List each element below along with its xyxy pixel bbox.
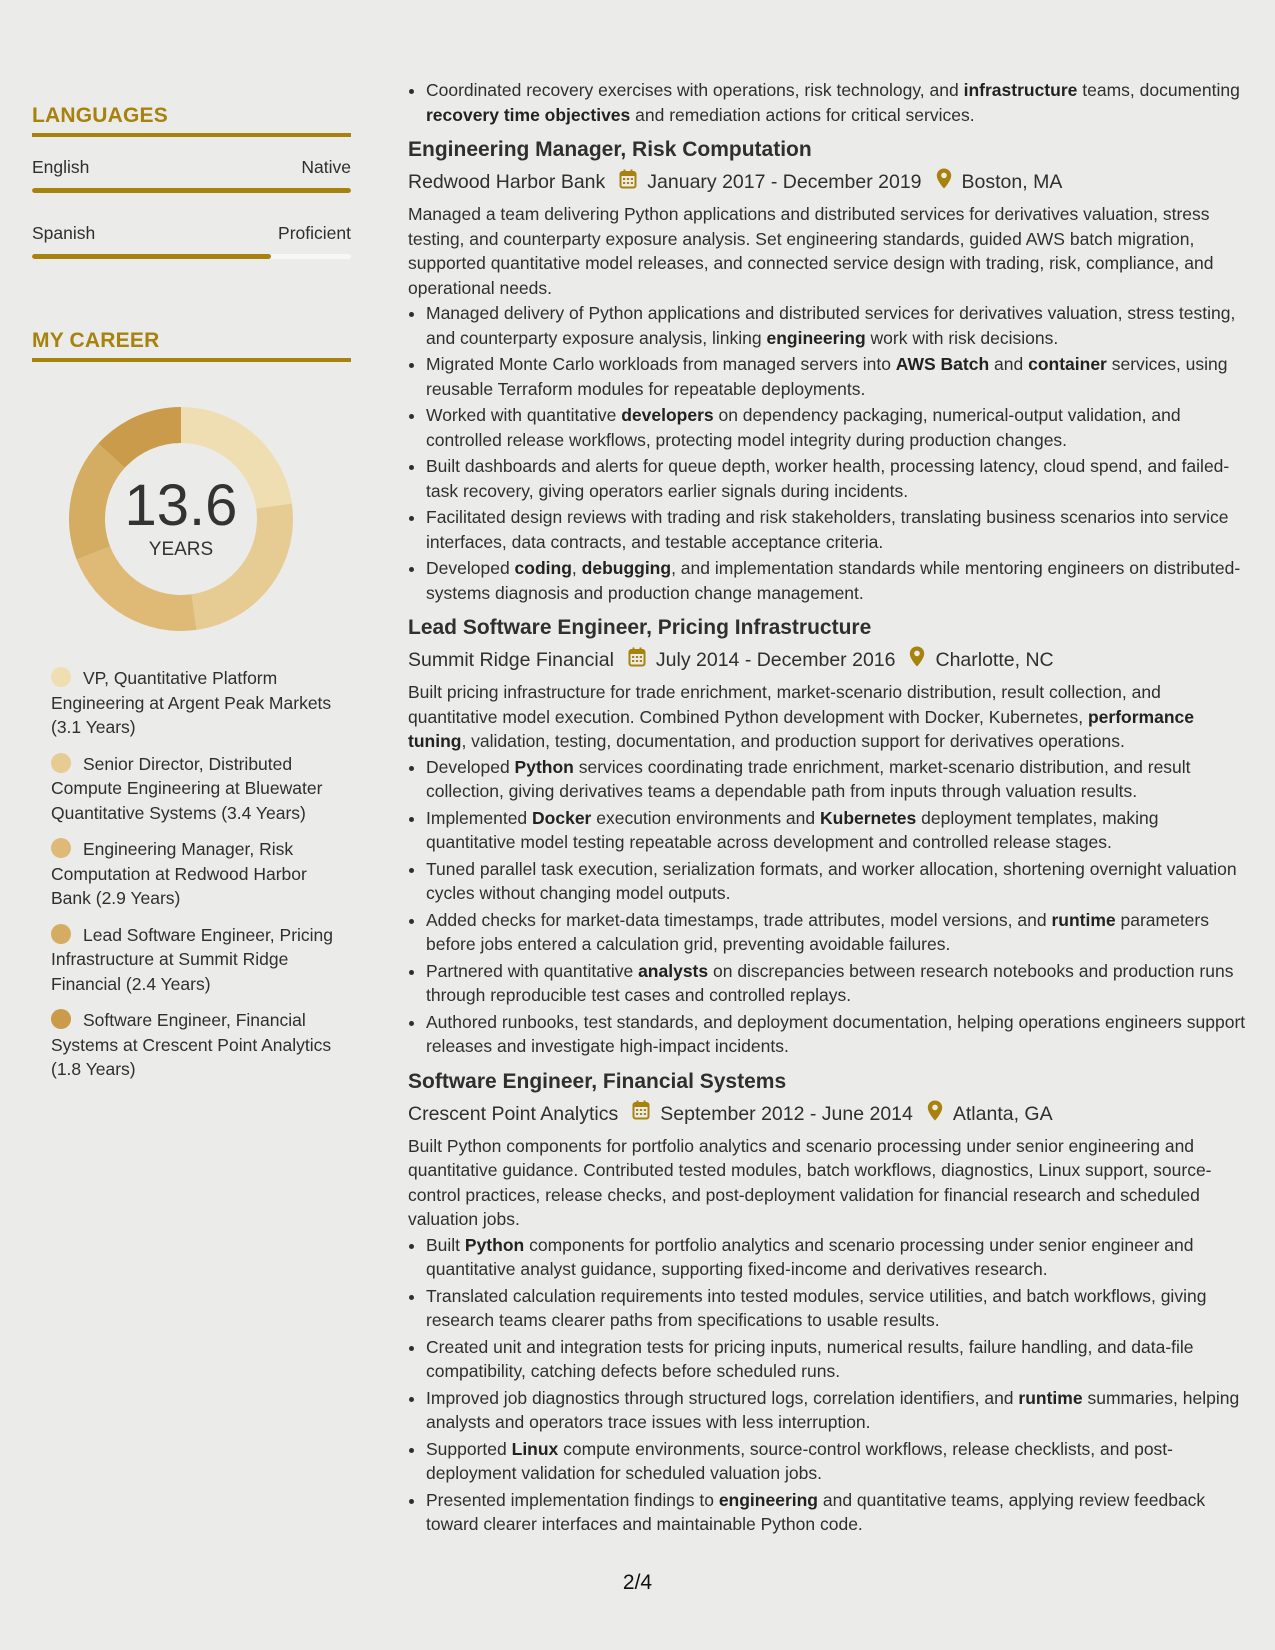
achievement-bullet: • Supported Linux compute environments, source-control workflows, release checklists, and post-deployment validation for scheduled valuation jobs. xyxy=(426,1437,1246,1486)
job-bullets xyxy=(408,755,1246,1059)
job-dates: September 2012 - June 2014 xyxy=(660,1102,913,1125)
job-location: Boston, MA xyxy=(961,171,1063,193)
languages-title: LANGUAGES xyxy=(32,104,351,137)
job-description: Built Python components for portfolio analytics and scenario processing under senior engineering and quantitative guidance. Contributed tested modules, batch workflows, diagnostics, Linux support, source-control practices, release checks, and post-deployment validation for financial research and scheduled valuation jobs. xyxy=(408,1135,1212,1229)
language-proficiency-fill xyxy=(32,188,351,193)
job-entry xyxy=(408,1069,1246,1537)
achievement-bullet: • Worked with quantitative developers on dependency packaging, numerical-output validation, and controlled release workflows, protecting model integrity during production changes. xyxy=(426,403,1246,452)
job-title: Lead Software Engineer, Pricing Infrastructure xyxy=(408,616,872,639)
language-level: Proficient xyxy=(278,223,351,243)
legend-dot-icon xyxy=(51,667,71,687)
job-location: Charlotte, NC xyxy=(935,649,1054,671)
language-row xyxy=(32,223,351,244)
career-donut-chart xyxy=(66,404,296,634)
language-proficiency-fill xyxy=(32,254,271,259)
career-role-label: Senior Director, Distributed Compute Engineering at Bluewater Quantitative Systems (3.4 Years) xyxy=(51,753,323,823)
achievement-bullet: • Migrated Monte Carlo workloads from managed servers into AWS Batch and container services, using reusable Terraform modules for repeatable deployments. xyxy=(426,352,1246,401)
career-legend-item xyxy=(51,752,351,826)
job-dates: July 2014 - December 2016 xyxy=(655,649,896,671)
achievement-bullet: • Built dashboards and alerts for queue depth, worker health, processing latency, cloud spend, and failed-task recovery, giving operators earlier signals during incidents. xyxy=(426,454,1246,503)
calendar-icon xyxy=(632,1100,650,1127)
job-location: Atlanta, GA xyxy=(952,1102,1053,1125)
career-section xyxy=(32,329,351,1082)
language-item xyxy=(32,157,351,193)
achievement-bullet: • Added checks for market-data timestamps, trade attributes, model versions, and runtime parameters before jobs entered a calculation grid, preventing avoidable failures. xyxy=(426,908,1246,957)
location-pin-icon xyxy=(936,168,952,196)
achievement-bullet: • Created unit and integration tests for pricing inputs, numerical results, failure handling, and data-file compatibility, catching defects before scheduled runs. xyxy=(426,1335,1246,1384)
job-company: Redwood Harbor Bank xyxy=(408,171,606,193)
achievement-bullet: • Tuned parallel task execution, serialization formats, and worker allocation, shortening overnight valuation cycles without changing model outputs. xyxy=(426,857,1246,906)
career-role-label: Engineering Manager, Risk Computation at Redwood Harbor Bank (2.9 Years) xyxy=(51,839,307,908)
career-role-label: Software Engineer, Financial Systems at Crescent Point Analytics (1.8 Years) xyxy=(51,1010,332,1079)
legend-dot-icon xyxy=(51,753,71,773)
achievement-bullet: • Improved job diagnostics through structured logs, correlation identifiers, and runtime summaries, helping analysts and operators trace issues with less interruption. xyxy=(426,1386,1246,1435)
language-proficiency-bar xyxy=(32,254,351,259)
job-description: Built pricing infrastructure for trade enrichment, market-scenario distribution, result collection, and quantitative model execution. Combined Python development with Docker, Kubernetes, performance tuning, validation, testing, documentation, and production support for derivatives operations. xyxy=(408,682,1194,751)
job-company: Summit Ridge Financial xyxy=(408,649,614,671)
language-row xyxy=(32,157,351,178)
sidebar xyxy=(32,104,351,1094)
career-legend xyxy=(51,666,351,1082)
legend-dot-icon xyxy=(51,838,71,858)
language-level: Native xyxy=(301,157,351,177)
job-bullets xyxy=(408,301,1246,605)
job-meta xyxy=(408,168,1246,196)
achievement-bullet: • Presented implementation findings to engineering and quantitative teams, applying review feedback toward clearer interfaces and maintainable Python code. xyxy=(426,1488,1246,1537)
career-years-unit: YEARS xyxy=(148,539,214,560)
calendar-icon xyxy=(628,647,646,674)
achievement-bullet: • Managed delivery of Python applications and distributed services for derivatives valuation, stress testing, and counterparty exposure analysis, linking engineering work with risk decisions. xyxy=(426,301,1246,350)
language-proficiency-bar xyxy=(32,188,351,193)
page-number: 2/4 xyxy=(622,1571,653,1594)
achievement-bullet: • Coordinated recovery exercises with operations, risk technology, and infrastructure teams, documenting recovery time objectives and remediation actions for critical services. xyxy=(426,78,1246,127)
career-legend-item xyxy=(51,837,351,911)
achievement-bullet: • Developed coding, debugging, and implementation standards while mentoring engineers on distributed-systems diagnosis and production change management. xyxy=(426,556,1246,605)
legend-dot-icon xyxy=(51,924,71,944)
career-role-label: VP, Quantitative Platform Engineering at Argent Peak Markets (3.1 Years) xyxy=(51,668,332,737)
achievement-bullet: • Facilitated design reviews with trading and risk stakeholders, translating business scenarios into service interfaces, data contracts, and testable acceptance criteria. xyxy=(426,505,1246,554)
location-pin-icon xyxy=(909,646,925,674)
career-legend-item xyxy=(51,666,351,740)
job-company: Crescent Point Analytics xyxy=(408,1102,619,1125)
experience-column xyxy=(408,78,1246,1539)
languages-section xyxy=(32,104,351,259)
achievement-bullet: • Developed Python services coordinating trade enrichment, market-scenario distribution, and result collection, giving derivatives teams a dependable path from inputs through valuation results. xyxy=(426,755,1246,804)
career-total-years: 13.6 xyxy=(124,473,238,538)
job-title: Software Engineer, Financial Systems xyxy=(408,1069,787,1093)
language-name: Spanish xyxy=(32,223,96,243)
location-pin-icon xyxy=(927,1100,943,1128)
achievement-bullet: • Built Python components for portfolio analytics and scenario processing under senior engineer and quantitative analyst guidance, supporting fixed-income and derivatives research. xyxy=(426,1233,1246,1282)
career-legend-item xyxy=(51,923,351,997)
achievement-bullet: • Implemented Docker execution environments and Kubernetes deployment templates, making quantitative model testing repeatable across development and controlled release stages. xyxy=(426,806,1246,855)
achievement-bullet: • Authored runbooks, test standards, and deployment documentation, helping operations engineers support releases and investigate high-impact incidents. xyxy=(426,1010,1246,1059)
achievement-bullet: • Partnered with quantitative analysts on discrepancies between research notebooks and production runs through reproducible test cases and controlled replays. xyxy=(426,959,1246,1008)
job-entry xyxy=(408,137,1246,605)
jobs-list xyxy=(408,137,1246,1537)
job-entry xyxy=(408,615,1246,1059)
career-title: MY CAREER xyxy=(32,329,351,362)
language-name: English xyxy=(32,157,90,177)
legend-dot-icon xyxy=(51,1009,71,1029)
job-meta xyxy=(408,646,1246,674)
job-meta xyxy=(408,1100,1246,1128)
previous-job-bullets xyxy=(408,78,1246,127)
career-legend-item xyxy=(51,1008,351,1082)
calendar-icon xyxy=(619,169,637,196)
career-role-label: Lead Software Engineer, Pricing Infrastructure at Summit Ridge Financial (2.4 Years) xyxy=(51,924,334,994)
donut-center xyxy=(66,404,296,634)
job-title: Engineering Manager, Risk Computation xyxy=(408,138,812,161)
job-bullets xyxy=(408,1233,1246,1537)
job-description: Managed a team delivering Python applications and distributed services for derivatives valuation, stress testing, and counterparty exposure analysis. Set engineering standards, guided AWS batch migration, supported quantitative model releases, and connected service design with trading, risk, compliance, and operational needs. xyxy=(408,204,1214,298)
job-dates: January 2017 - December 2019 xyxy=(647,171,922,193)
languages-list xyxy=(32,157,351,259)
language-item xyxy=(32,223,351,259)
achievement-bullet: • Translated calculation requirements into tested modules, service utilities, and batch workflows, giving research teams clearer paths from specifications to usable results. xyxy=(426,1284,1246,1333)
